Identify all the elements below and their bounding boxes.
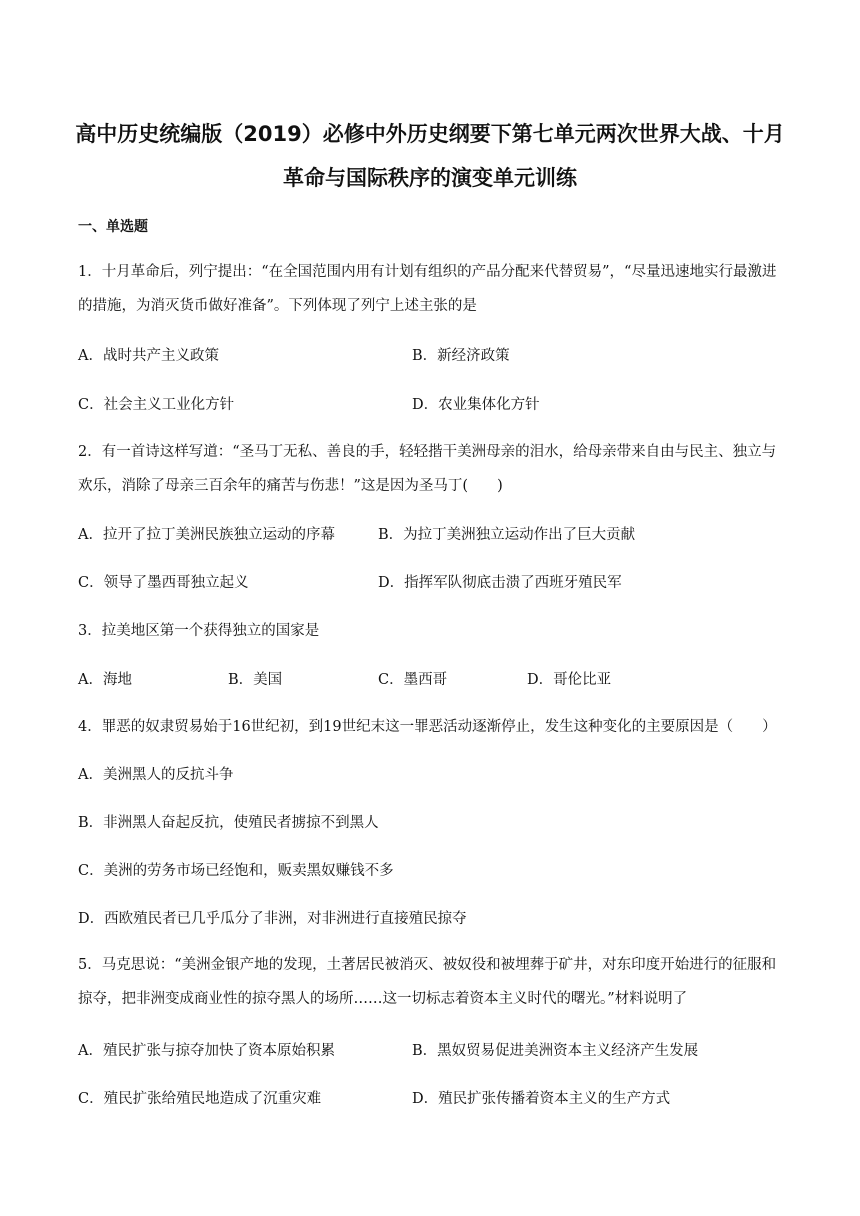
q4-option-c: C．美洲的劳务市场已经饱和，贩卖黑奴赚钱不多 <box>78 863 394 879</box>
q5-option-d: D．殖民扩张传播着资本主义的生产方式 <box>412 1091 671 1107</box>
q3-option-d: D．哥伦比亚 <box>527 672 612 688</box>
q3-option-b: B．美国 <box>228 672 283 688</box>
q4-option-d: D．西欧殖民者已几乎瓜分了非洲，对非洲进行直接殖民掠夺 <box>78 911 467 927</box>
q5-option-c: C．殖民扩张给殖民地造成了沉重灾难 <box>78 1091 322 1107</box>
question-2-stem: 2．有一首诗这样写道：“圣马丁无私、善良的手，轻轻揩干美洲母亲的泪水，给母亲带来自由与民主、独立与欢乐，消除了母亲三百余年的痛苦与伤悲！”这是因为圣马丁( ) <box>78 444 777 494</box>
q3-option-a: A．海地 <box>78 672 132 688</box>
question-4-stem: 4．罪恶的奴隶贸易始于16世纪初，到19世纪末这一罪恶活动逐渐停止，发生这种变化的主要原因是（ ） <box>78 719 777 735</box>
question-5-stem: 5．马克思说：“美洲金银产地的发现，土著居民被消灭、被奴役和被埋葬于矿井，对东印度开始进行的征服和掠夺，把非洲变成商业性的掠夺黑人的场所……这一切标志着资本主义时代的曙光。”材料说明了 <box>78 957 777 1007</box>
q2-option-b: B．为拉丁美洲独立运动作出了巨大贡献 <box>378 527 636 543</box>
q1-option-b: B．新经济政策 <box>412 348 510 364</box>
document-title: 高中历史统编版（2019）必修中外历史纲要下第七单元两次世界大战、十月革命与国际秩序的演变单元训练 <box>75 122 785 190</box>
q2-option-a: A．拉开了拉丁美洲民族独立运动的序幕 <box>78 527 335 543</box>
section-heading: 一、单选题 <box>78 219 148 235</box>
q2-option-d: D．指挥军队彻底击溃了西班牙殖民军 <box>378 575 622 591</box>
q4-option-b: B．非洲黑人奋起反抗，使殖民者掳掠不到黑人 <box>78 815 379 831</box>
q3-option-c: C．墨西哥 <box>378 672 448 688</box>
q5-option-b: B．黑奴贸易促进美洲资本主义经济产生发展 <box>412 1043 699 1059</box>
q2-option-c: C．领导了墨西哥独立起义 <box>78 575 249 591</box>
question-1-stem: 1．十月革命后，列宁提出：“在全国范围内用有计划有组织的产品分配来代替贸易”，“尽量迅速地实行最激进的措施，为消灭货币做好准备”。下列体现了列宁上述主张的是 <box>78 264 777 314</box>
q5-option-a: A．殖民扩张与掠夺加快了资本原始积累 <box>78 1043 335 1059</box>
q1-option-d: D．农业集体化方针 <box>412 397 540 413</box>
q4-option-a: A．美洲黑人的反抗斗争 <box>78 767 234 783</box>
question-3-stem: 3．拉美地区第一个获得独立的国家是 <box>78 623 320 639</box>
q1-option-a: A．战时共产主义政策 <box>78 348 219 364</box>
q1-option-c: C．社会主义工业化方针 <box>78 397 235 413</box>
